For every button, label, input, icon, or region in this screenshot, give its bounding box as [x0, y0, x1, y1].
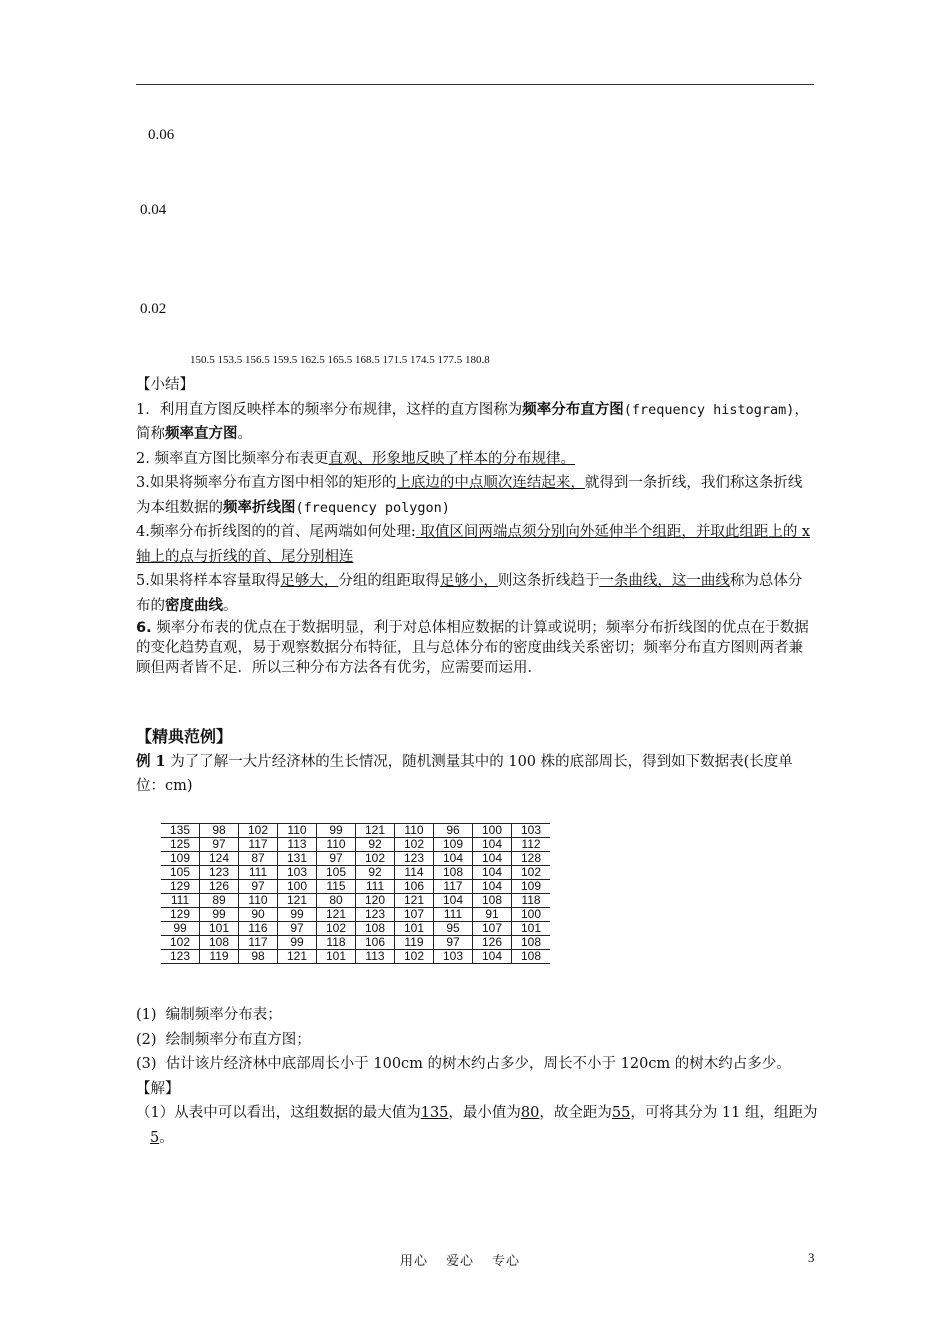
text: 则这条折线趋于 — [497, 573, 600, 589]
table-cell: 121 — [356, 824, 395, 838]
text: 称为总体分布的 — [136, 573, 803, 614]
data-table — [161, 823, 550, 964]
table-cell: 107 — [473, 922, 512, 936]
table-cell: 108 — [473, 894, 512, 908]
table-cell: 129 — [161, 908, 200, 922]
term: 频率直方图 — [165, 425, 238, 442]
table-cell: 106 — [356, 936, 395, 950]
text: 频率分布表的优点在于数据明显，利于对总体相应数据的计算或说明；频率分布折线图的优点在于数据的变化趋势直观，易于观察数据分布特征，且与总体分布的密度曲线关系密切；频率分布直方图则两者兼顾但两者皆不足．所以三种分布方法各有优劣，应需要而运用． — [136, 620, 809, 676]
question-text: 绘制频率分布直方图； — [165, 1031, 311, 1048]
table-cell: 97 — [239, 880, 278, 894]
table-row — [161, 824, 550, 838]
table-cell: 123 — [200, 866, 239, 880]
table-row — [161, 838, 550, 852]
summary-section — [136, 373, 816, 678]
table-cell: 100 — [278, 880, 317, 894]
table-cell: 103 — [434, 950, 473, 964]
table-row — [161, 894, 550, 908]
table-cell: 101 — [512, 922, 551, 936]
solution-part-1 — [136, 1101, 826, 1150]
answer-min: 80 — [520, 1105, 540, 1121]
solution-title: 【解】 — [136, 1080, 180, 1097]
text: 2. 频率直方图比频率分布表更 — [136, 450, 329, 467]
answer-range: 55 — [611, 1105, 631, 1121]
table-cell: 104 — [473, 852, 512, 866]
x-tick-labels: 150.5 153.5 156.5 159.5 162.5 165.5 168.5 171.5 174.5 177.5 180.8 — [190, 354, 490, 366]
table-cell: 131 — [278, 852, 317, 866]
table-cell: 102 — [395, 950, 434, 964]
table-cell: 80 — [317, 894, 356, 908]
fill-in-answer: 足够小， — [439, 573, 498, 589]
text: ，简称 — [136, 401, 809, 442]
table-row — [161, 866, 550, 880]
example-section — [136, 725, 816, 799]
table-cell: 106 — [395, 880, 434, 894]
table-cell: 126 — [473, 936, 512, 950]
table-cell: 118 — [317, 936, 356, 950]
summary-point-3 — [136, 471, 816, 520]
table-cell: 98 — [200, 824, 239, 838]
table-cell: 129 — [161, 880, 200, 894]
term: 频率分布直方图 — [522, 400, 624, 418]
table-cell: 102 — [317, 922, 356, 936]
text: 。 — [223, 597, 238, 614]
table-cell: 111 — [239, 866, 278, 880]
table-cell: 123 — [395, 852, 434, 866]
table-row — [161, 908, 550, 922]
table-cell: 100 — [473, 824, 512, 838]
table-cell: 135 — [161, 824, 200, 838]
y-tick-label: 0.04 — [140, 202, 167, 218]
table-cell: 90 — [239, 908, 278, 922]
summary-point-5 — [136, 569, 816, 618]
page-number: 3 — [808, 1250, 815, 1265]
table-cell: 103 — [278, 866, 317, 880]
table-cell: 104 — [473, 838, 512, 852]
table-cell: 103 — [512, 824, 551, 838]
table-cell: 123 — [356, 908, 395, 922]
table-cell: 113 — [356, 950, 395, 964]
fill-in-answer: 直观、形象地反映了样本的分布规律。 — [328, 450, 575, 467]
table-cell: 118 — [512, 894, 551, 908]
text: （1）从表中可以看出，这组数据的最大值为 — [136, 1105, 421, 1121]
summary-title: 【小结】 — [136, 377, 194, 393]
item-number: 6. — [136, 620, 152, 636]
table-cell: 102 — [239, 824, 278, 838]
table-cell: 126 — [200, 880, 239, 894]
table-cell: 108 — [512, 936, 551, 950]
table-cell: 117 — [239, 838, 278, 852]
y-tick-label: 0.06 — [148, 127, 175, 143]
table-cell: 99 — [161, 922, 200, 936]
table-row — [161, 936, 550, 950]
table-cell: 101 — [395, 922, 434, 936]
footer-word: 用心 — [400, 1254, 429, 1269]
table-cell: 108 — [356, 922, 395, 936]
table-cell: 97 — [278, 922, 317, 936]
table-cell: 104 — [434, 894, 473, 908]
table-cell: 97 — [317, 852, 356, 866]
table-cell: 124 — [200, 852, 239, 866]
table-cell: 117 — [434, 880, 473, 894]
table-cell: 121 — [278, 894, 317, 908]
header-rule — [136, 84, 814, 85]
table-cell: 111 — [161, 894, 200, 908]
table-cell: 104 — [473, 880, 512, 894]
table-cell: 115 — [317, 880, 356, 894]
table-cell: 99 — [200, 908, 239, 922]
table-cell: 110 — [395, 824, 434, 838]
table-cell: 125 — [161, 838, 200, 852]
table-cell: 108 — [434, 866, 473, 880]
table-cell: 110 — [239, 894, 278, 908]
question-3 — [136, 1052, 826, 1077]
table-cell: 123 — [161, 950, 200, 964]
table-cell: 112 — [512, 838, 551, 852]
fill-in-answer: 上底边的中点顺次连结起来， — [396, 475, 585, 491]
table-cell: 109 — [512, 880, 551, 894]
table-cell: 104 — [473, 950, 512, 964]
table-cell: 102 — [161, 936, 200, 950]
table-cell: 120 — [356, 894, 395, 908]
table-cell: 89 — [200, 894, 239, 908]
table-cell: 92 — [356, 838, 395, 852]
question-text: 估计该片经济林中底部周长小于 100cm 的树木约占多少，周长不小于 120cm 的树木约占多少。 — [165, 1056, 791, 1072]
table-cell: 128 — [512, 852, 551, 866]
text: 1．利用直方图反映样本的频率分布规律，这样的直方图称为 — [136, 401, 523, 418]
text: (frequency polygon) — [295, 499, 450, 516]
question-number: (1) — [136, 1007, 157, 1023]
page-footer — [400, 1250, 538, 1269]
table-cell: 102 — [512, 866, 551, 880]
term: 密度曲线 — [165, 596, 223, 614]
footer-word: 专心 — [492, 1254, 521, 1269]
y-tick-label: 0.02 — [140, 301, 167, 317]
answer-width: 5 — [150, 1129, 160, 1146]
table-cell: 107 — [395, 908, 434, 922]
table-cell: 96 — [434, 824, 473, 838]
example-intro — [136, 750, 816, 799]
table-cell: 108 — [512, 950, 551, 964]
table-cell: 99 — [278, 936, 317, 950]
text: (frequency histogram) — [623, 401, 795, 418]
table-cell: 121 — [278, 950, 317, 964]
answer-max: 135 — [420, 1105, 449, 1121]
table-cell: 102 — [395, 838, 434, 852]
text: 。 — [237, 426, 252, 442]
table-cell: 104 — [473, 866, 512, 880]
example-label: 例 1 — [136, 752, 166, 770]
summary-point-2 — [136, 447, 816, 472]
summary-point-6 — [136, 618, 816, 678]
table-row — [161, 880, 550, 894]
table-cell: 100 — [512, 908, 551, 922]
table-row — [161, 852, 550, 866]
table-cell: 105 — [161, 866, 200, 880]
table-cell: 102 — [356, 852, 395, 866]
table-row — [161, 950, 550, 964]
table-cell: 97 — [434, 936, 473, 950]
table-cell: 95 — [434, 922, 473, 936]
summary-point-4 — [136, 520, 816, 569]
fill-in-answer: 一条曲线，这一曲线 — [599, 573, 730, 589]
table-cell: 114 — [395, 866, 434, 880]
text: 3.如果将频率分布直方图中相邻的矩形的 — [136, 475, 397, 491]
summary-point-1 — [136, 398, 816, 447]
table-row — [161, 922, 550, 936]
text: 为了了解一大片经济林的生长情况，随机测量其中的 100 株的底部周长，得到如下数据表(长度单位：cm) — [136, 753, 793, 794]
table-cell: 117 — [239, 936, 278, 950]
table-cell: 91 — [473, 908, 512, 922]
table-cell: 111 — [356, 880, 395, 894]
text: 分组的组距取得 — [338, 573, 440, 589]
table-cell: 104 — [434, 852, 473, 866]
table-cell: 92 — [356, 866, 395, 880]
table-cell: 98 — [239, 950, 278, 964]
text: ，可将其分为 11 组，组距为 — [630, 1105, 818, 1121]
table-cell: 110 — [317, 838, 356, 852]
text: 5.如果将样本容量取得 — [136, 573, 281, 589]
fill-in-answer: 取值区间两端点须分别向外延伸半个组距，并取此组距上的 x 轴上的点与折线的首、尾分别相连 — [136, 524, 811, 565]
example-title: 【精典范例】 — [136, 727, 233, 746]
questions-list — [136, 1003, 826, 1150]
table-cell: 116 — [239, 922, 278, 936]
table-cell: 105 — [317, 866, 356, 880]
question-number: (2) — [136, 1031, 157, 1048]
table-cell: 121 — [317, 908, 356, 922]
question-number: (3) — [136, 1056, 157, 1072]
question-text: 编制频率分布表； — [165, 1007, 282, 1023]
table-cell: 119 — [200, 950, 239, 964]
fill-in-answer: 足够大， — [280, 573, 339, 589]
table-cell: 99 — [317, 824, 356, 838]
table-cell: 99 — [278, 908, 317, 922]
footer-word: 爱心 — [446, 1254, 475, 1269]
table-cell: 108 — [200, 936, 239, 950]
question-2 — [136, 1028, 826, 1053]
table-cell: 101 — [200, 922, 239, 936]
table-cell: 97 — [200, 838, 239, 852]
text: 4.频率分布折线图的的首、尾两端如何处理: — [136, 524, 416, 540]
term: 频率折线图 — [223, 498, 296, 516]
table-cell: 109 — [434, 838, 473, 852]
table-cell: 110 — [278, 824, 317, 838]
text: ，最小值为 — [448, 1105, 521, 1121]
text: ，故全距为 — [539, 1105, 612, 1121]
table-cell: 113 — [278, 838, 317, 852]
text: 。 — [159, 1129, 174, 1146]
table-cell: 111 — [434, 908, 473, 922]
table-cell: 109 — [161, 852, 200, 866]
table-cell: 87 — [239, 852, 278, 866]
table-cell: 101 — [317, 950, 356, 964]
text: 就得到一条折线，我们称这条折线为本组数据的 — [136, 475, 803, 516]
table-cell: 121 — [395, 894, 434, 908]
table-cell: 119 — [395, 936, 434, 950]
question-1 — [136, 1003, 826, 1028]
